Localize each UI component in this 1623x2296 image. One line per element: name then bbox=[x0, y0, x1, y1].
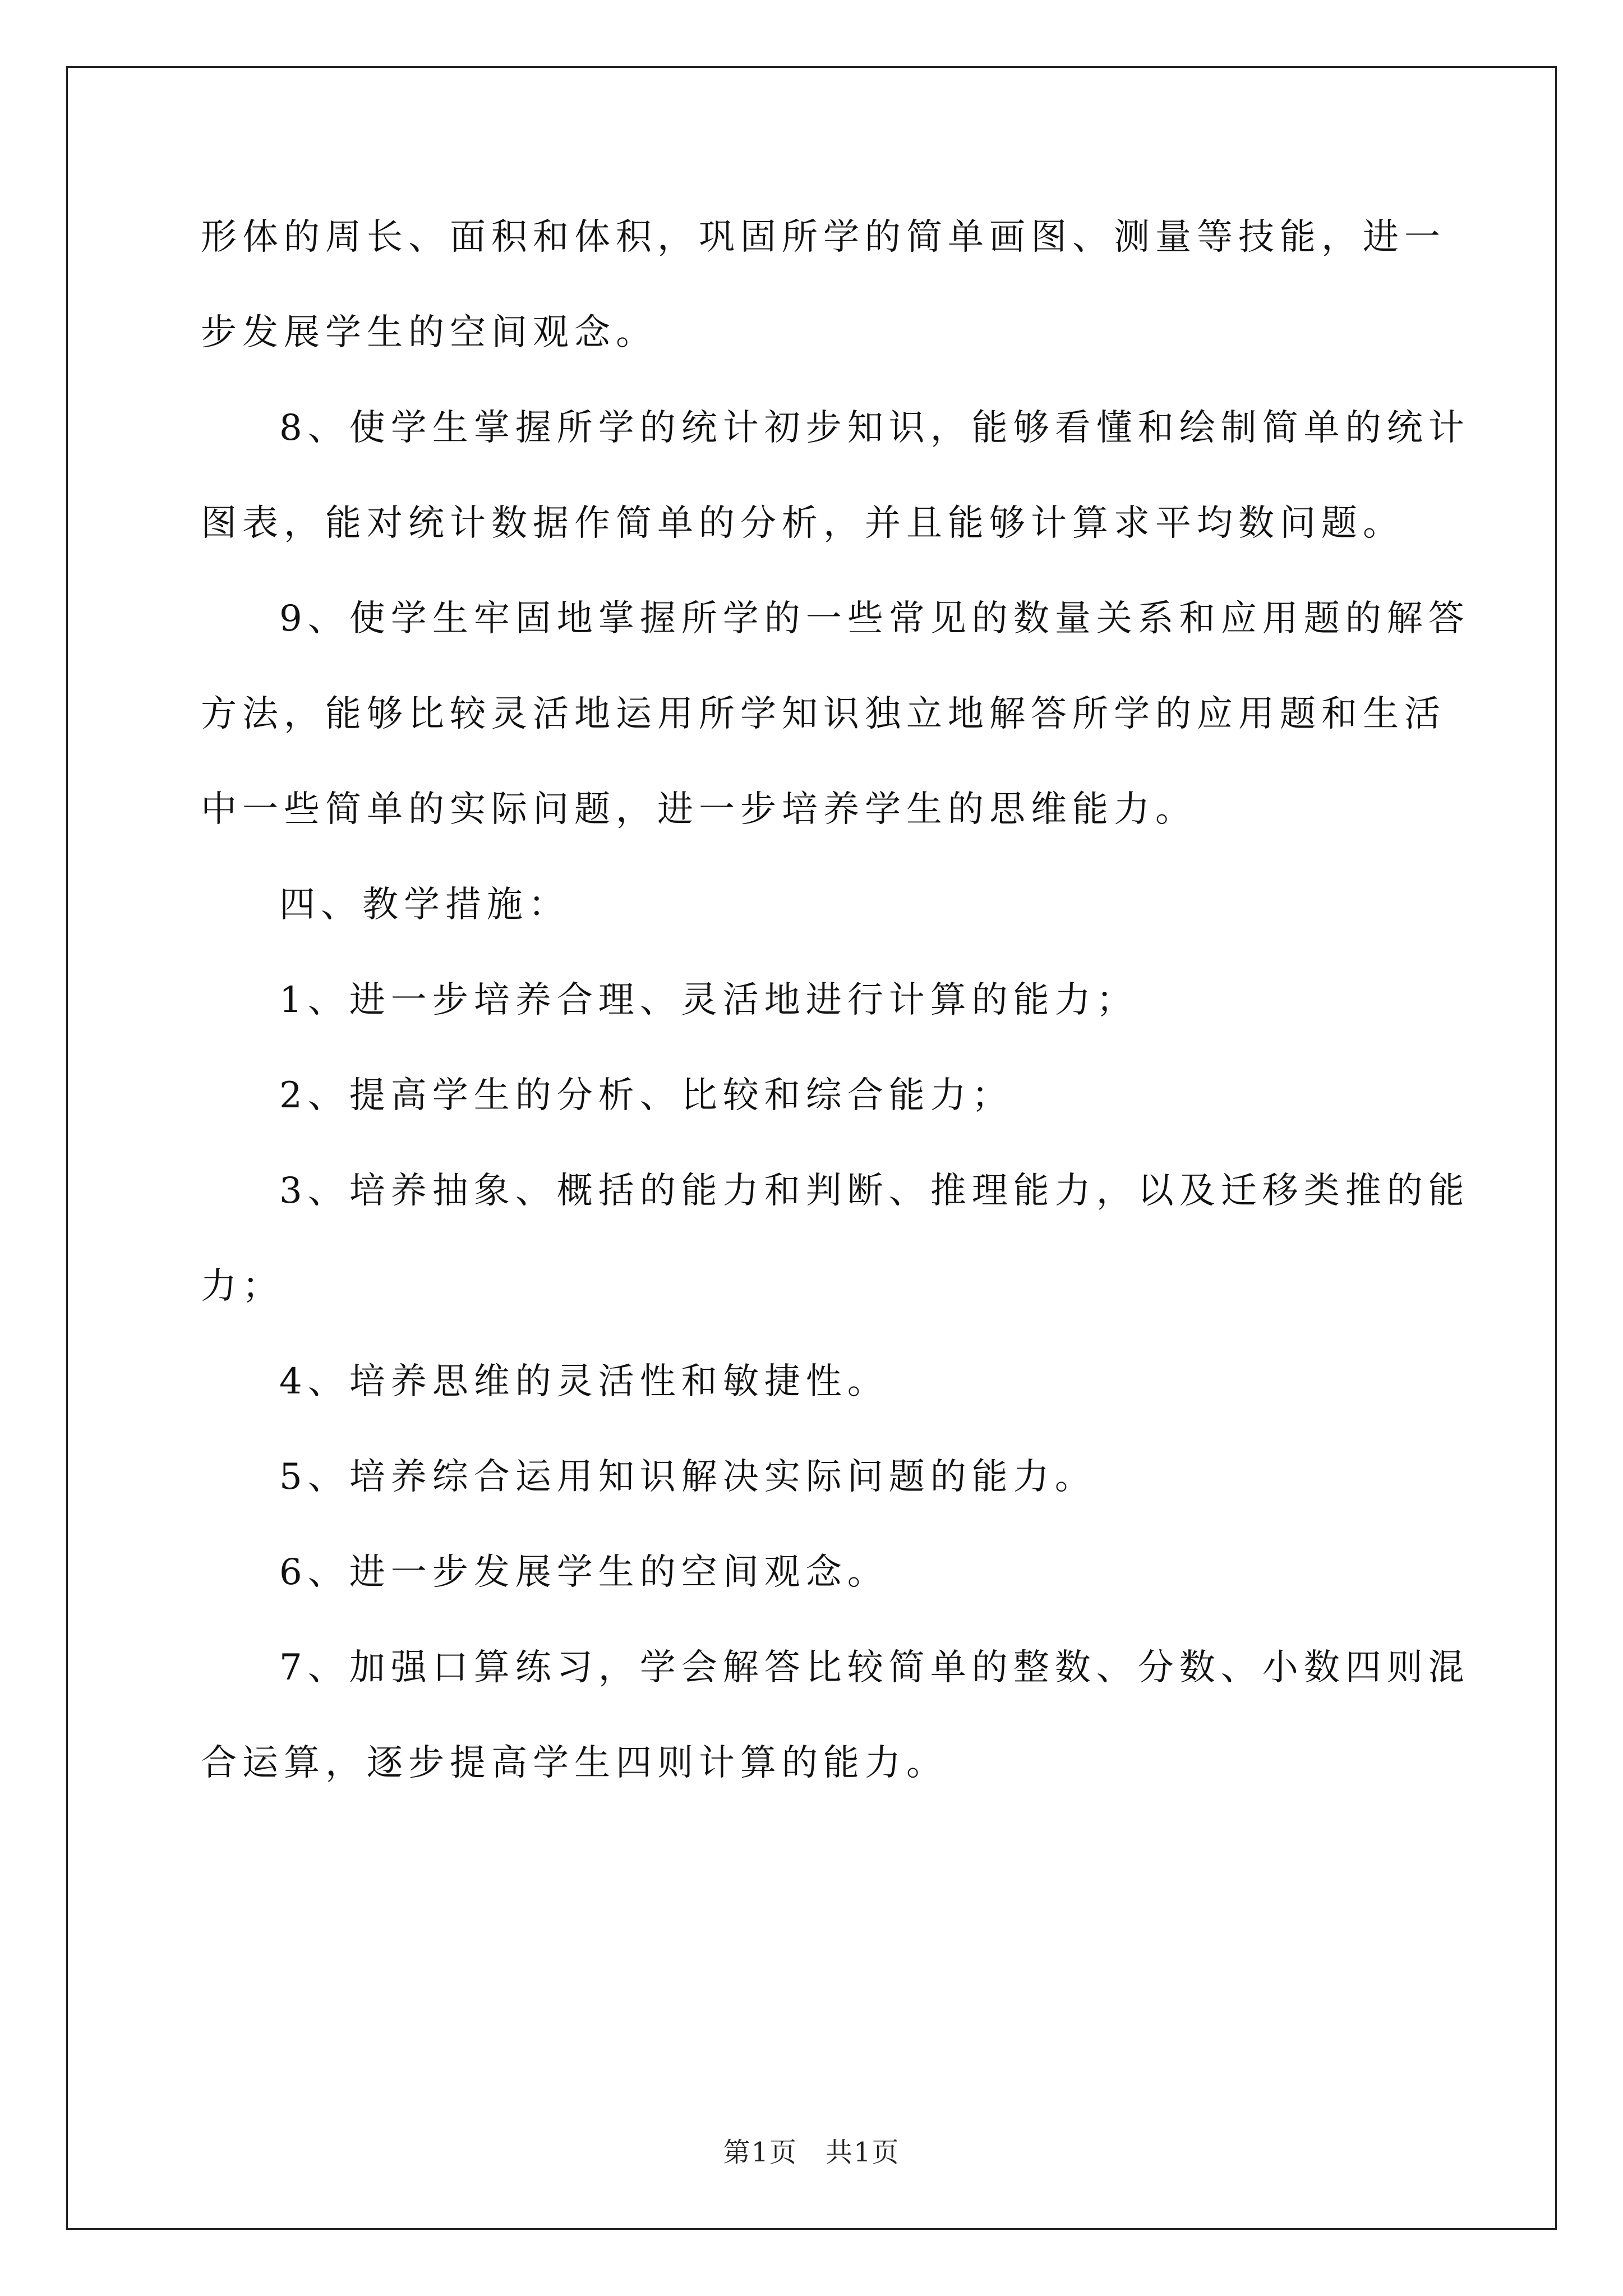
text-line: 方法，能够比较灵活地运用所学知识独立地解答所学的应用题和生活 bbox=[201, 693, 1446, 735]
text-line: 形体的周长、面积和体积，巩固所学的简单画图、测量等技能，进一 bbox=[201, 217, 1446, 258]
text-line: 9、使学生牢固地掌握所学的一些常见的数量关系和应用题的解答 bbox=[279, 598, 1470, 639]
section-heading: 四、教学措施： bbox=[279, 884, 570, 926]
text-line: 1、进一步培养合理、灵活地进行计算的能力； bbox=[279, 979, 1138, 1021]
text-line: 2、提高学生的分析、比较和综合能力； bbox=[279, 1075, 1013, 1116]
text-line: 5、培养综合运用知识解决实际问题的能力。 bbox=[279, 1456, 1096, 1498]
text-line: 7、加强口算练习，学会解答比较简单的整数、分数、小数四则混 bbox=[279, 1647, 1470, 1688]
page-footer: 第1页 共1页 bbox=[723, 2137, 900, 2168]
text-line: 8、使学生掌握所学的统计初步知识，能够看懂和绘制简单的统计 bbox=[279, 407, 1470, 449]
document-body bbox=[201, 210, 1470, 1832]
text-line: 6、进一步发展学生的空间观念。 bbox=[279, 1552, 889, 1593]
text-line: 图表，能对统计数据作简单的分析，并且能够计算求平均数问题。 bbox=[201, 503, 1404, 544]
text-line: 力； bbox=[201, 1266, 284, 1307]
text-line: 4、培养思维的灵活性和敏捷性。 bbox=[279, 1361, 889, 1402]
text-line: 中一些简单的实际问题，进一步培养学生的思维能力。 bbox=[201, 789, 1197, 830]
text-line: 3、培养抽象、概括的能力和判断、推理能力，以及迁移类推的能 bbox=[279, 1170, 1470, 1212]
text-line: 步发展学生的空间观念。 bbox=[201, 312, 657, 353]
text-line: 合运算，逐步提高学生四则计算的能力。 bbox=[201, 1742, 948, 1784]
